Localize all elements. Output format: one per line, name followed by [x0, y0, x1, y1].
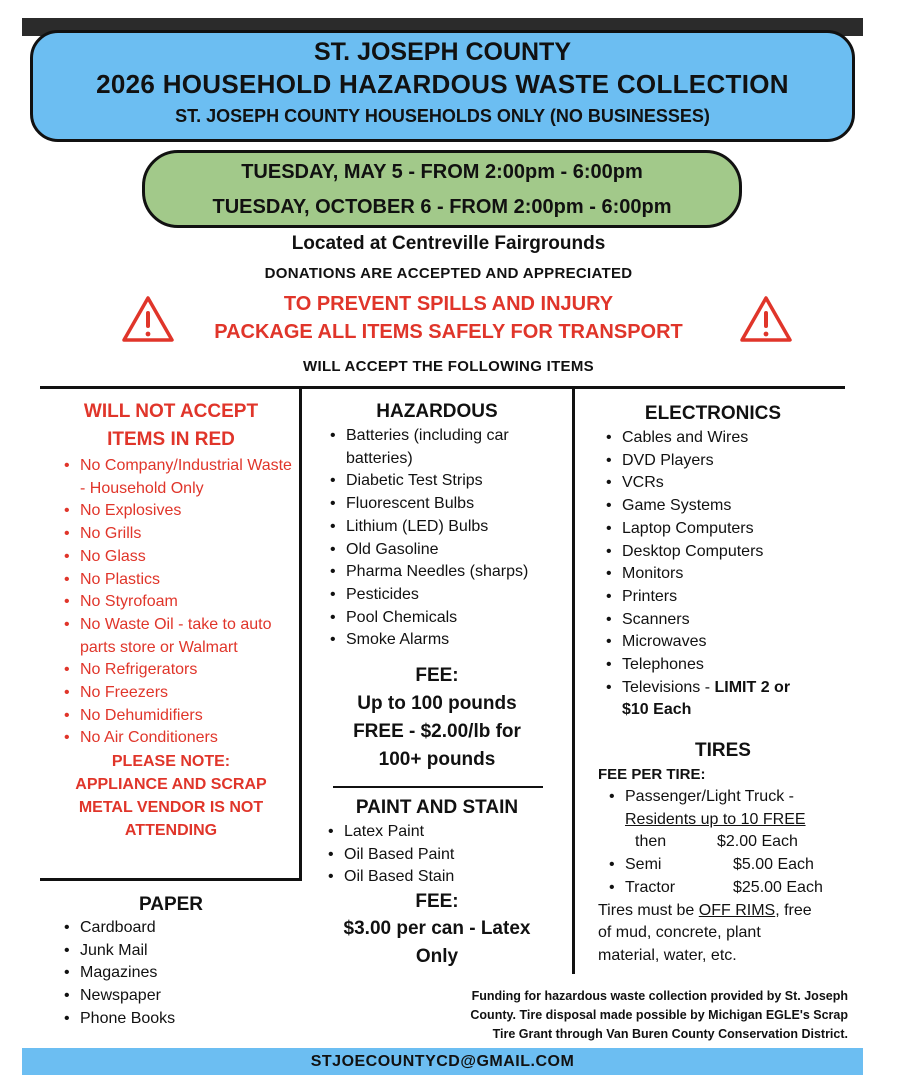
list-item: • Phone Books	[62, 1008, 302, 1031]
date-october: TUESDAY, OCTOBER 6 - FROM 2:00pm - 6:00pm	[212, 196, 672, 218]
hazardous-fee: Up to 100 pounds	[357, 693, 517, 715]
list-item: • Pharma Needles (sharps)	[328, 561, 566, 584]
email-footer	[22, 1048, 863, 1075]
funding-line: County. Tire disposal made possible by Michigan EGLE's Scrap	[470, 1008, 848, 1022]
paint-section	[304, 795, 570, 971]
tire-note-text: Tires must be	[598, 901, 699, 919]
warning-line1: TO PREVENT SPILLS AND INJURY	[283, 293, 614, 315]
hazardous-list	[328, 425, 566, 652]
list-item: • Oil Based Stain	[326, 866, 570, 889]
list-item: • No Glass	[62, 546, 300, 569]
list-item: • Lithium (LED) Bulbs	[328, 516, 566, 539]
list-item: • No Air Conditioners	[62, 727, 300, 750]
fee-divider	[333, 786, 543, 788]
list-item: • Old Gasoline	[328, 539, 566, 562]
note-line: METAL VENDOR IS NOT	[78, 799, 264, 817]
dates-banner	[142, 150, 742, 228]
electronics-section	[578, 401, 848, 722]
list-item: • Diabetic Test Strips	[328, 470, 566, 493]
then-price: $2.00 Each	[717, 833, 798, 851]
list-item: • Desktop Computers	[604, 541, 844, 564]
paper-section	[40, 893, 302, 1031]
list-item: • Laptop Computers	[604, 518, 844, 541]
note-line: APPLIANCE AND SCRAP	[75, 776, 267, 794]
hazardous-fee: FREE - $2.00/lb for	[353, 721, 521, 743]
tire-note	[598, 900, 848, 923]
semi-label: • Semi	[625, 856, 662, 874]
list-item: • Cardboard	[62, 917, 302, 940]
list-item	[604, 677, 844, 722]
section-divider	[40, 878, 302, 881]
list-item	[607, 854, 848, 877]
paper-title: PAPER	[138, 894, 204, 915]
tv-limit: LIMIT 2 or	[714, 678, 791, 696]
tv-label: Televisions -	[622, 678, 715, 696]
warning-triangle-icon	[121, 295, 175, 343]
list-item: • No Company/Industrial Waste - Household Only	[62, 455, 300, 500]
list-item: • Oil Based Paint	[326, 844, 570, 867]
list-item: • Newspaper	[62, 985, 302, 1008]
tire-note-text: , free	[775, 901, 812, 919]
electronics-title: ELECTRONICS	[644, 403, 782, 424]
funding-note	[360, 987, 848, 1044]
list-item: • No Styrofoam	[62, 591, 300, 614]
list-item: • No Freezers	[62, 682, 300, 705]
households-only-note: ST. JOSEPH COUNTY HOUSEHOLDS ONLY (NO BUSINESSES)	[175, 106, 710, 126]
column-divider	[572, 388, 575, 974]
list-item: • Scanners	[604, 609, 844, 632]
list-item: • Magazines	[62, 962, 302, 985]
location: Located at Centreville Fairgrounds	[291, 233, 606, 254]
tire-fee-label: FEE PER TIRE:	[598, 766, 706, 783]
tire-note: material, water, etc.	[598, 946, 737, 964]
list-item: • Pesticides	[328, 584, 566, 607]
tires-section	[598, 738, 848, 968]
not-accept-subtitle: ITEMS IN RED	[107, 429, 235, 450]
section-divider	[40, 386, 845, 389]
donations-note: DONATIONS ARE ACCEPTED AND APPRECIATED	[264, 265, 633, 282]
hazardous-fee-label: FEE:	[415, 665, 459, 687]
not-accepted-list	[62, 455, 300, 750]
warning-line2: PACKAGE ALL ITEMS SAFELY FOR TRANSPORT	[214, 321, 683, 343]
list-item: • No Waste Oil - take to auto parts store or Walmart	[62, 614, 300, 659]
not-accept-title: WILL NOT ACCEPT	[83, 401, 259, 422]
accept-heading: WILL ACCEPT THE FOLLOWING ITEMS	[303, 358, 594, 375]
residents-free: Residents up to 10 FREE	[625, 810, 806, 828]
list-item: • Junk Mail	[62, 940, 302, 963]
hazardous-fee: 100+ pounds	[378, 749, 496, 771]
list-item: • Fluorescent Bulbs	[328, 493, 566, 516]
list-item: • Batteries (including car batteries)	[328, 425, 566, 470]
list-item: • No Explosives	[62, 500, 300, 523]
event-title: 2026 HOUSEHOLD HAZARDOUS WASTE COLLECTION	[96, 69, 789, 99]
tractor-label: • Tractor	[625, 878, 676, 896]
list-item: • Smoke Alarms	[328, 629, 566, 652]
then-label: then	[635, 833, 667, 851]
paint-fee: $3.00 per can - Latex	[343, 918, 531, 940]
tire-note: of mud, concrete, plant	[598, 924, 761, 942]
paint-list	[326, 821, 570, 889]
hazardous-section	[304, 399, 570, 774]
list-item: • Cables and Wires	[604, 427, 844, 450]
list-item	[607, 786, 848, 854]
list-item: • Latex Paint	[326, 821, 570, 844]
list-item: • VCRs	[604, 472, 844, 495]
county-title: ST. JOSEPH COUNTY	[314, 38, 571, 66]
list-item: • No Grills	[62, 523, 300, 546]
list-item: • Game Systems	[604, 495, 844, 518]
email-link[interactable]: STJOECOUNTYCD@GMAIL.COM	[310, 1053, 575, 1070]
funding-line: Tire Grant through Van Buren County Conservation District.	[492, 1027, 848, 1041]
passenger-label: Passenger/Light Truck -	[625, 788, 794, 805]
list-item: • No Dehumidifiers	[62, 705, 300, 728]
paint-title: PAINT AND STAIN	[355, 797, 519, 818]
list-item: • Microwaves	[604, 631, 844, 654]
paper-list	[62, 917, 302, 1031]
list-item: • Telephones	[604, 654, 844, 677]
semi-price: $5.00 Each	[733, 856, 814, 874]
list-item: • Printers	[604, 586, 844, 609]
electronics-list	[604, 427, 844, 722]
list-item	[607, 877, 848, 900]
note-line: ATTENDING	[124, 822, 218, 840]
list-item: • DVD Players	[604, 450, 844, 473]
header-banner	[30, 30, 855, 142]
tires-title: TIRES	[695, 740, 751, 761]
list-item: • Monitors	[604, 563, 844, 586]
tires-list	[607, 786, 848, 900]
paint-fee: Only	[415, 946, 459, 968]
list-item: • No Refrigerators	[62, 659, 300, 682]
tv-price: $10 Each	[622, 701, 692, 719]
tractor-price: $25.00 Each	[733, 878, 823, 896]
funding-line: Funding for hazardous waste collection provided by St. Joseph	[471, 989, 848, 1003]
note-heading: PLEASE NOTE:	[111, 753, 231, 771]
list-item: • No Plastics	[62, 569, 300, 592]
warning-triangle-icon	[739, 295, 793, 343]
not-accepted-section	[40, 398, 302, 842]
hazardous-title: HAZARDOUS	[376, 401, 498, 422]
off-rims-text: OFF RIMS	[698, 901, 776, 919]
date-may: TUESDAY, MAY 5 - FROM 2:00pm - 6:00pm	[241, 161, 643, 183]
paint-fee-label: FEE:	[415, 891, 459, 913]
list-item: • Pool Chemicals	[328, 607, 566, 630]
